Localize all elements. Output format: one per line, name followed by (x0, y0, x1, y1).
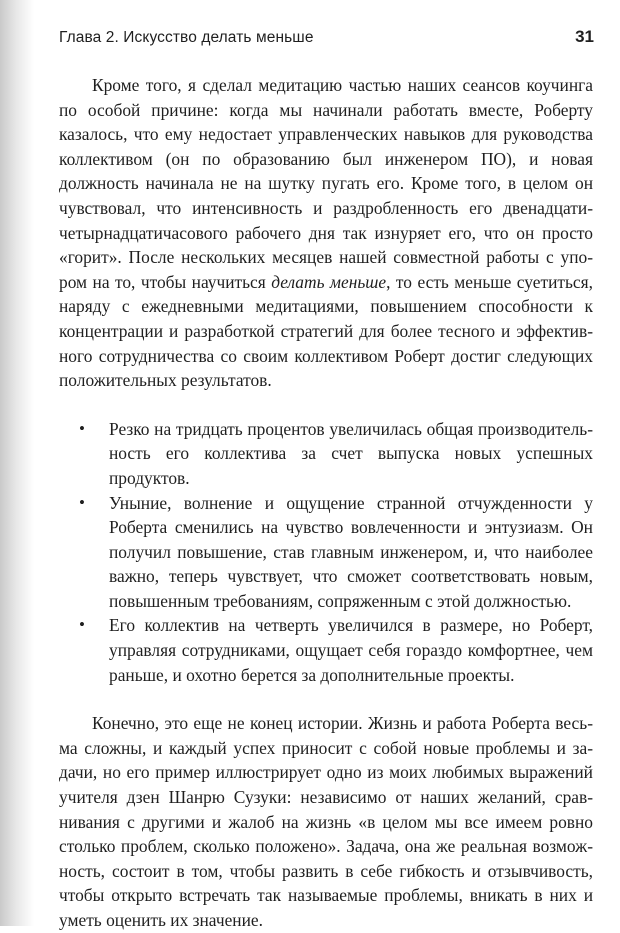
paragraph-2: Конечно, это еще не конец истории. Жизнь и работа Роберта весьма сложны, и каждый успех приносит с собой новые проблемы и задачи, но его пример иллюстрирует одно из моих любимых выражений учителя дзен Шанрю Сузуки: независимо от наших желаний, сравнивания с другими и жалоб на жизнь «в целом мы все имеем ровно столько проблем, сколько положено». Задача, она же реальная возможность, состоит в том, чтобы развить в себе гибкость и отзывчивость, чтобы открыто встречать так называемые проблемы, вникать в них и уметь оценить их значение. (59, 713, 593, 930)
results-list (59, 417, 593, 688)
body-text (59, 73, 593, 933)
list-item: • Уныние, волнение и ощущение странной отчужденности у Роберта сменились на чувство вовлеченности и энтузиазм. Он получил повышение, став главным инженером, и, что наиболее важно, теперь чувствует, что сможет соответствовать новым, повышенным требованиям, сопряженным с этой должностью. (79, 491, 593, 614)
page-gutter-shadow (0, 0, 34, 926)
paragraph-1-part-b: , то есть меньше суетиться, наряду с ежедневными медитациями, повышением способности к концентрации и разработкой стратегий для более тесного и эффективного сотрудничества со своим коллективом Роберт достиг следующих положительных результатов. (59, 271, 593, 391)
chapter-running-title: Глава 2. Искусство делать меньше (59, 29, 314, 46)
page-number: 31 (575, 27, 594, 46)
paragraph-1 (59, 73, 593, 393)
list-item: • Его коллектив на четверть увеличился в размере, но Роберт, управляя сотрудниками, ощущает себя гораздо комфортнее, чем раньше, и охотно берется за дополнительные проекты. (79, 613, 593, 687)
running-header (59, 29, 594, 53)
list-item: • Резко на тридцать процентов увеличилась общая производительность его коллектива за счет выпуска новых успешных продуктов. (79, 417, 593, 491)
emphasis-do-less: делать меньше (271, 271, 387, 292)
paragraph-1-part-a: Кроме того, я сделал медитацию частью наших сеансов коучинга по особой причине: когда мы начинали работать вместе, Роберту казалось, что ему недостает управленческих навыков для руководства коллективом (он по образованию был инженером ПО), и новая должность начинала не на шутку пугать его. Кроме того, в целом он чувствовал, что интенсивность и раздробленность его двенадцати-четырнадцатичасового рабочего дня так изнуряет его, что он просто «горит». После нескольких месяцев нашей совместной работы с упором на то, чтобы научиться (59, 75, 593, 292)
